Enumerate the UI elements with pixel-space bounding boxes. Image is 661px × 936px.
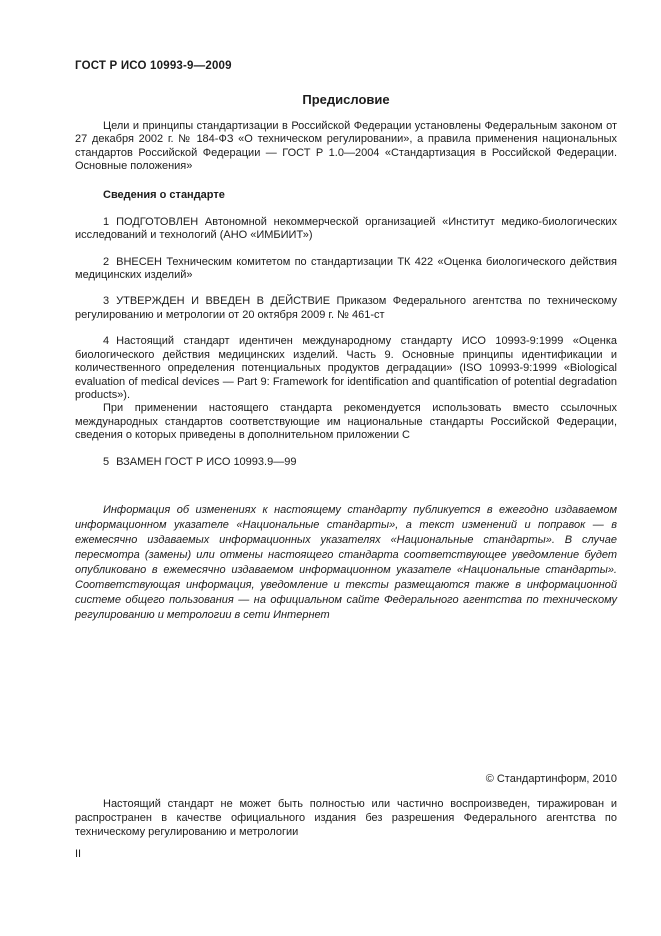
item-number: 3 [103,295,110,308]
item-text: ВНЕСЕН Техническим комитетом по стандартизации ТК 422 «Оценка биологического действия медицинских изделий» [75,255,617,282]
item-text: УТВЕРЖДЕН И ВВЕДЕН В ДЕЙСТВИЕ Приказом Федерального агентства по техническому регулированию и метрологии от 20 октября 2009 г. № 461-ст [75,295,617,321]
page-content [75,0,617,623]
standard-info-heading: Сведения о стандарте [103,189,225,202]
standard-info-item-5 [75,456,617,469]
copyright-line: © Стандартинформ, 2010 [485,773,617,785]
page-title: Предисловие [302,92,390,108]
standard-info-item-3 [75,295,617,322]
item-number: 1 [103,215,110,228]
item-4-note: При применении настоящего стандарта рекомендуется использовать вместо ссылочных международных стандартов соответствующие им национальные стандарты Российской Федерации, сведения о которых приведены в дополнительном приложении С [75,402,617,442]
page-number: II [75,848,82,860]
item-text: Настоящий стандарт идентичен международному стандарту ИСО 10993-9:1999 «Оценка биологического действия медицинских изделий. Часть 9. Основные принципы идентификации и количественного определения потенциальных продуктов деградации» (ISO 10993-9:1999 «Biological evaluation of medical devices — Part 9: Framework for identification and quantification of potential degradation products»). [75,335,617,401]
item-number: 4 [103,335,110,348]
item-number: 2 [103,255,110,268]
reproduction-restriction: Настоящий стандарт не может быть полностью или частично воспроизведен, тиражирован и распространен в качестве официального издания без разрешения Федерального агентства по техническому регулированию и метрологии [75,798,617,839]
standard-info-item-2 [75,256,617,283]
item-text: ВЗАМЕН ГОСТ Р ИСО 10993.9—99 [116,455,297,468]
amendments-note: Информация об изменениях к настоящему стандарту публикуется в ежегодно издаваемом информационном указателе «Национальные стандарты», а текст изменений и поправок — в ежемесячно издаваемых информационных указателях «Национальные стандарты». В случае пересмотра (замены) или отмены настоящего стандарта соответствующее уведомление будет опубликовано в ежемесячно издаваемом информационном указателе «Национальные стандарты». Соответствующая информация, уведомление и тексты размещаются также в информационной системе общего пользования — на официальном сайте Федерального агентства по техническому регулированию и метрологии в сети Интернет [75,503,617,621]
standard-info-item-4 [75,335,617,402]
standard-info-item-1 [75,216,617,243]
item-number: 5 [103,455,110,468]
intro-paragraph: Цели и принципы стандартизации в Российской Федерации установлены Федеральным законом от 27 декабря 2002 г. № 184-ФЗ «О техническом регулировании», а правила применения национальных стандартов Российской Федерации — ГОСТ Р 1.0—2004 «Стандартизация в Российской Федерации. Основные положения» [75,119,617,173]
item-text: ПОДГОТОВЛЕН Автономной некоммерческой организацией «Институт медико-биологических исследований и технологий (АНО «ИМБИИТ») [75,215,617,242]
doc-code: ГОСТ Р ИСО 10993-9—2009 [75,60,232,72]
